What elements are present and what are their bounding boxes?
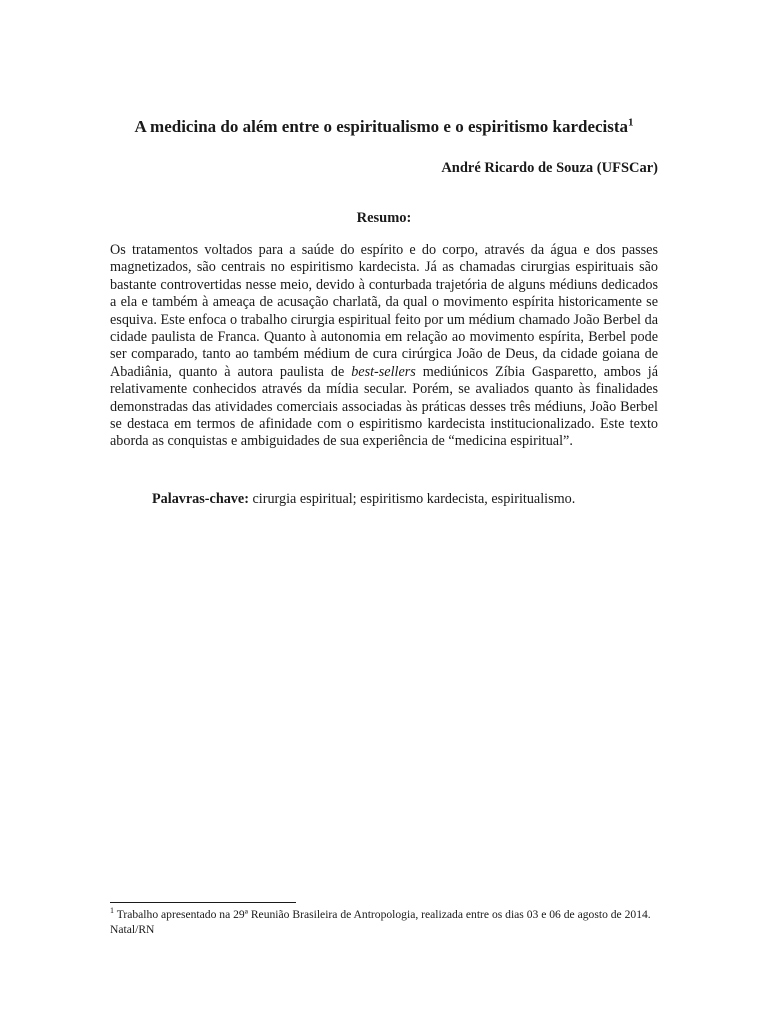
- abstract-body: [110, 242, 658, 451]
- abstract-italic-term: best-sellers: [351, 363, 416, 380]
- abstract-text-part1: Os tratamentos voltados para a saúde do espírito e do corpo, através da água e dos passes magnetizados, são centrais no espiritismo kardecista. Já as chamadas cirurgias espirituais são bastante controvertidas nesse meio, devido à conturbada trajetória de alguns médiuns dedicados a ela e também à ameaça de acusação charlatã, da qual o movimento espírita historicamente se esquiva. Este enfoca o trabalho cirurgia espiritual feito por um médium chamado João Berbel da cidade paulista de Franca. Quanto à autonomia em relação ao movimento espírita, Berbel pode ser comparado, tanto ao também médium de cura cirúrgica João de Deus, da cidade goiana de Abadiânia, quanto à autora paulista de: [110, 242, 658, 380]
- footnote-separator: [110, 902, 296, 903]
- paper-title-text: A medicina do além entre o espiritualismo e o espiritismo kardecista: [134, 117, 629, 136]
- abstract-text-part2: mediúnicos Zíbia Gasparetto, ambos já relativamente conhecidos através da mídia secular. Porém, se avaliados quanto às finalidades demonstradas das atividades comerciais associadas às práticas desses três médiuns, João Berbel se destaca em termos de afinidade com o espiritismo kardecista institucionalizado. Este texto aborda as conquistas e ambiguidades de sua experiência de “medicina espiritual”.: [110, 363, 658, 450]
- paper-title: [110, 116, 658, 138]
- abstract-heading: Resumo:: [356, 210, 412, 226]
- title-footnote-marker[interactable]: 1: [628, 116, 634, 129]
- author-line: André Ricardo de Souza (UFSCar): [441, 160, 658, 176]
- keywords-label: Palavras-chave:: [152, 491, 249, 507]
- footnote-marker: 1: [110, 906, 114, 916]
- keywords-line: [152, 490, 575, 508]
- footnote-text: Trabalho apresentado na 29ª Reunião Brasileira de Antropologia, realizada entre os dias 03 e 06 de agosto de 2014. Natal/RN: [110, 908, 651, 937]
- footnote: [110, 907, 658, 937]
- keywords-text: cirurgia espiritual; espiritismo kardecista, espiritualismo.: [248, 491, 576, 507]
